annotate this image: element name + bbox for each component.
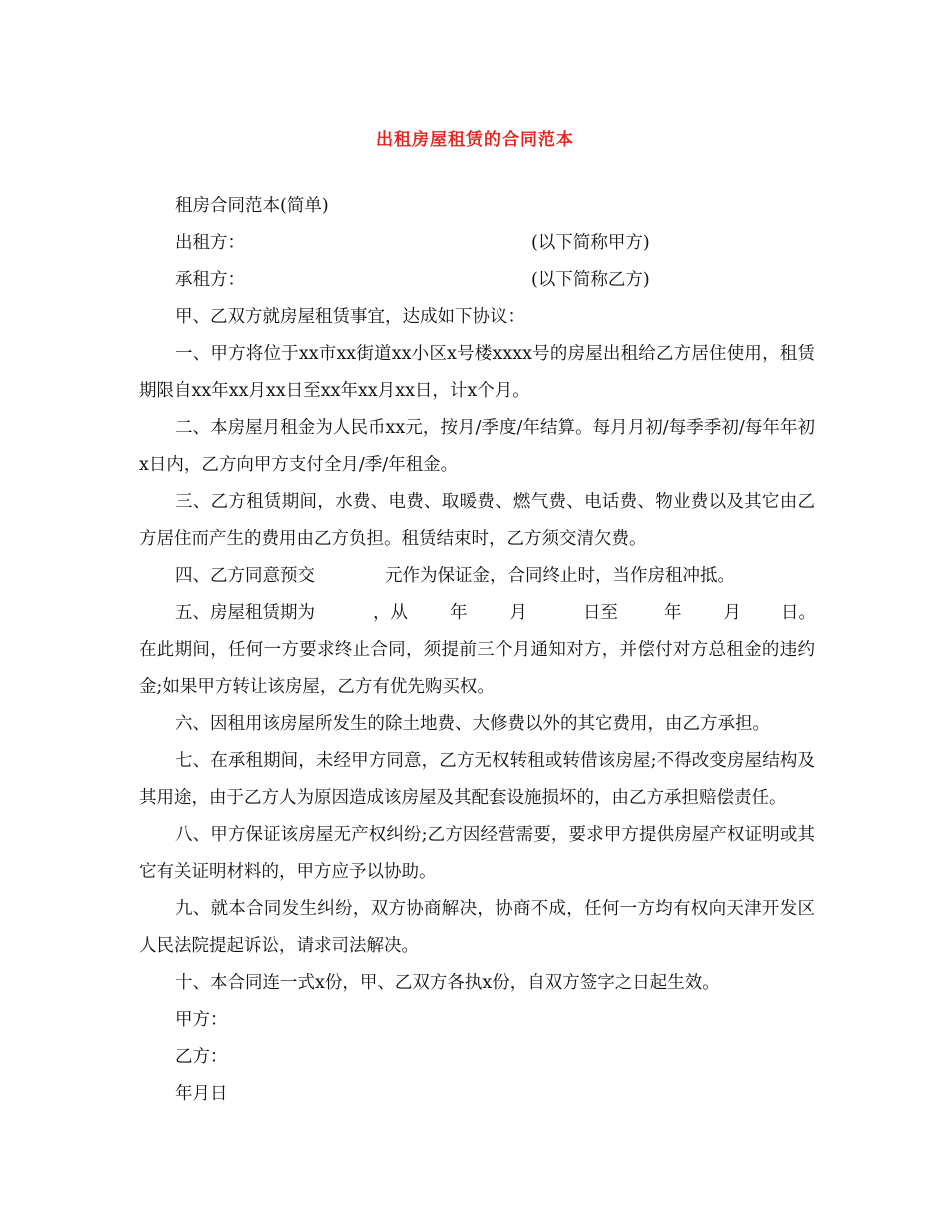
clause-5-year-2: 年 <box>664 603 682 623</box>
clause-5-part-a: 五、房屋租赁期为 <box>175 603 315 623</box>
lessor-label: 出租方： <box>175 233 245 253</box>
lessee-line <box>139 262 815 299</box>
signature-party-b: 乙方： <box>175 1047 228 1067</box>
clause-5-day-1: 日至 <box>583 603 618 623</box>
lessor-note: (以下简称甲方) <box>531 233 650 253</box>
signature-date: 年月日 <box>175 1084 228 1104</box>
signature-party-a: 甲方： <box>175 1010 228 1030</box>
lessee-label: 承租方： <box>175 270 245 290</box>
clause-5-day-2: 日。 <box>781 603 816 623</box>
clause-5-part-b: ，从 <box>373 603 408 623</box>
intro-paragraph: 甲、乙双方就房屋租赁事宜，达成如下协议： <box>175 307 525 327</box>
clause-5-month-1: 月 <box>509 603 527 623</box>
clause-3: 三、乙方租赁期间，水费、电费、取暖费、燃气费、电话费、物业费以及其它由乙方居住而产生的费用由乙方负担。租赁结束时，乙方须交清欠费。 <box>139 492 815 549</box>
clause-8: 八、甲方保证该房屋无产权纠纷;乙方因经营需要，要求甲方提供房屋产权证明或其它有关证明材料的，甲方应予以协助。 <box>139 825 815 882</box>
clause-4-part-b: 元作为保证金，合同终止时，当作房租冲抵。 <box>385 566 735 586</box>
clause-10: 十、本合同连一式x份，甲、乙双方各执x份，自双方签字之日起生效。 <box>175 973 720 993</box>
clause-5-dates <box>139 595 815 632</box>
lessor-line <box>139 225 815 262</box>
clause-9: 九、就本合同发生纠纷，双方协商解决，协商不成，任何一方均有权向天津开发区人民法院提起诉讼，请求司法解决。 <box>139 899 815 956</box>
clause-5-year-1: 年 <box>450 603 468 623</box>
clause-6: 六、因租用该房屋所发生的除土地费、大修费以外的其它费用，由乙方承担。 <box>175 714 770 734</box>
clause-5-rest: 在此期间，任何一方要求终止合同，须提前三个月通知对方，并偿付对方总租金的违约金;如果甲方转让该房屋，乙方有优先购买权。 <box>139 640 815 697</box>
lessee-note: (以下简称乙方) <box>531 270 650 290</box>
clause-1: 一、甲方将位于xx市xx街道xx小区x号楼xxxx号的房屋出租给乙方居住使用，租赁期限自xx年xx月xx日至xx年xx月xx日，计x个月。 <box>139 344 815 401</box>
clause-5-month-2: 月 <box>723 603 741 623</box>
clause-4 <box>139 558 815 595</box>
clause-2: 二、本房屋月租金为人民币xx元，按月/季度/年结算。每月月初/每季季初/每年年初x日内，乙方向甲方支付全月/季/年租金。 <box>139 418 815 475</box>
document-title: 出租房屋租赁的合同范本 <box>376 130 574 150</box>
document-body <box>139 188 815 1113</box>
subtitle: 租房合同范本(简单) <box>175 196 329 216</box>
clause-4-part-a: 四、乙方同意预交 <box>175 566 315 586</box>
clause-7: 七、在承租期间，未经甲方同意，乙方无权转租或转借该房屋;不得改变房屋结构及其用途，由于乙方人为原因造成该房屋及其配套设施损坏的，由乙方承担赔偿责任。 <box>139 751 815 808</box>
